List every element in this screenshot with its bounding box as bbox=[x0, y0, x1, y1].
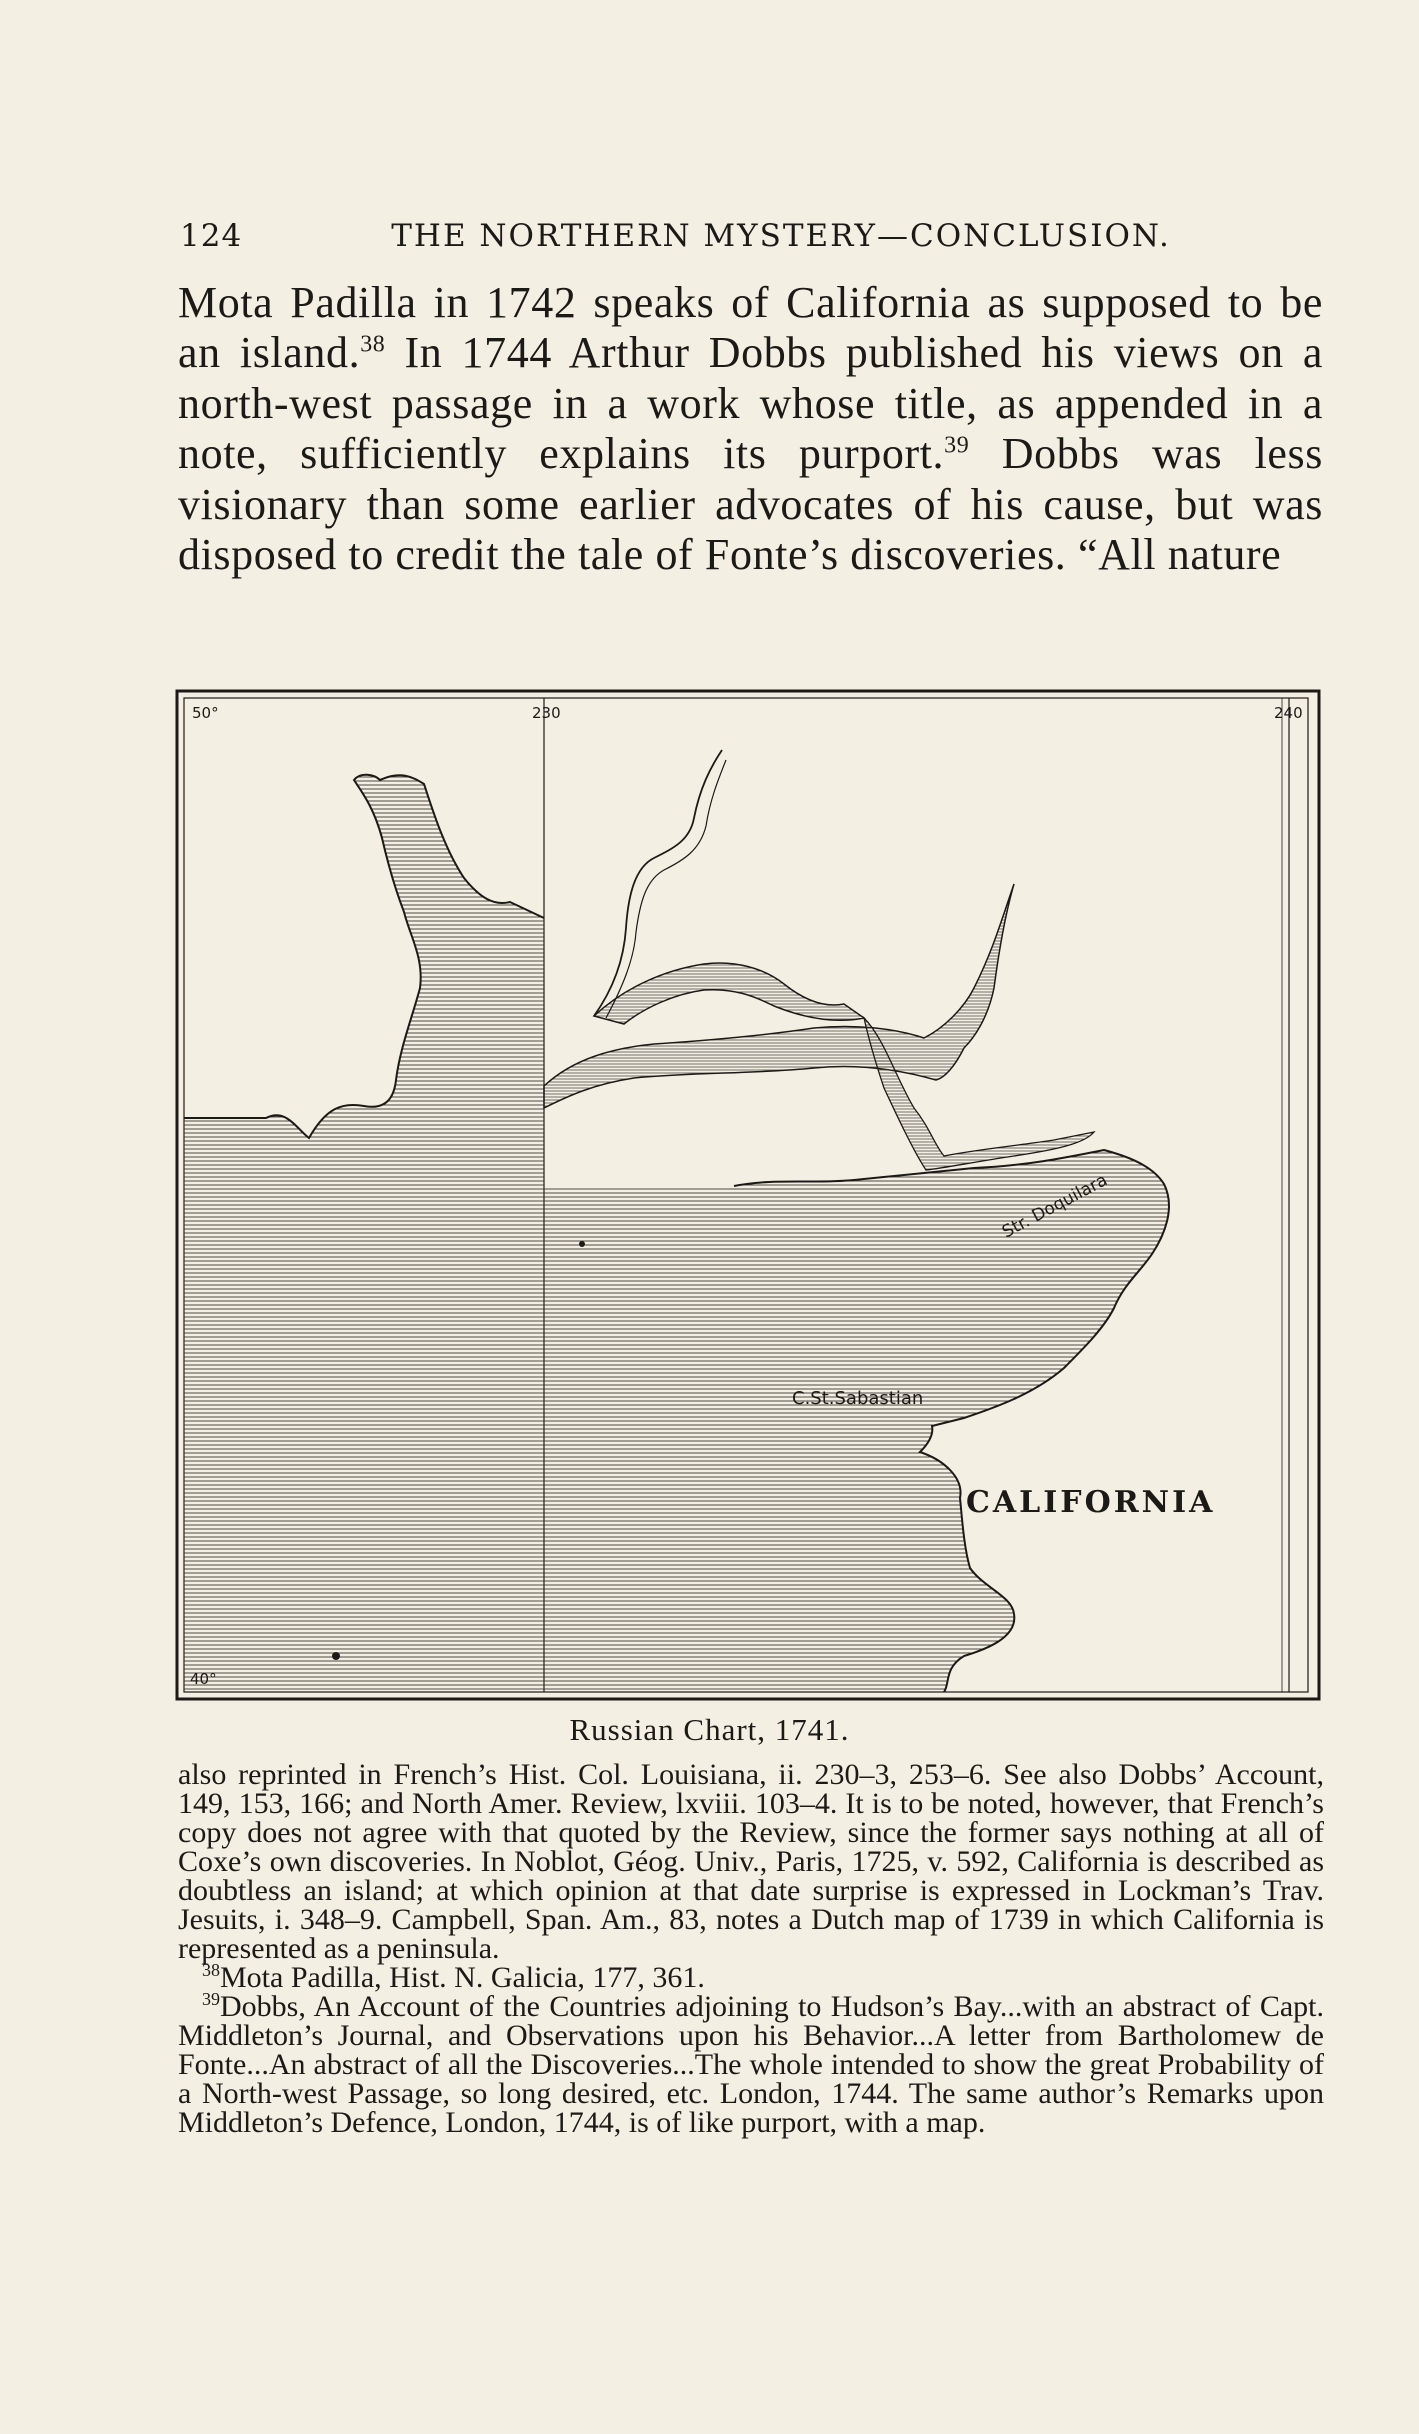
lat-label-top: 50° bbox=[192, 704, 219, 722]
russian-chart-map bbox=[174, 688, 1322, 1702]
cape-label: C.St.Sabastian bbox=[792, 1388, 924, 1409]
footnote-38 bbox=[178, 1960, 1324, 1994]
footnote-39-number: 39 bbox=[202, 1989, 220, 2009]
note-ref-39: 39 bbox=[944, 432, 970, 459]
note-ref-38: 38 bbox=[360, 331, 386, 358]
eastern-sea bbox=[544, 1150, 1169, 1692]
footnote-38-text: Mota Padilla, Hist. N. Galicia, 177, 361. bbox=[220, 1961, 705, 1994]
northern-lake bbox=[594, 963, 864, 1024]
body-text-3: Dobbs was less visionary than some earlier advocates of his cause, but was disposed to credit the tale of Fonte’s discoveries. “All nature bbox=[178, 429, 1323, 580]
lon-label-240: 240 bbox=[1274, 704, 1303, 722]
page-number: 124 bbox=[180, 218, 243, 254]
body-text-1: Mota Padilla in 1742 speaks of California as supposed to be an island. bbox=[178, 278, 1323, 378]
lat-label-bottom: 40° bbox=[190, 1670, 217, 1688]
map-dot-2 bbox=[332, 1652, 340, 1660]
footnotes bbox=[178, 1760, 1324, 2137]
running-header bbox=[180, 218, 1320, 254]
western-sea bbox=[184, 775, 544, 1692]
footnote-continuation: also reprinted in French’s Hist. Col. Louisiana, ii. 230–3, 253–6. See also Dobbs’ Account, 149, 153, 166; and North Amer. Review, lxviii. 103–4. It is to be noted, however, that French’s copy does not agree with that quoted by the Review, since the former says nothing at all of Coxe’s own discoveries. In Noblot, Géog. Univ., Paris, 1725, v. 592, California is described as doubtless an island; at which opinion at that date surprise is expressed in Lockman’s Trav. Jesuits, i. 348–9. Campbell, Span. Am., 83, notes a Dutch map of 1739 in which California is represented as a peninsula. bbox=[178, 1758, 1324, 1965]
footnote-39 bbox=[178, 1989, 1324, 2139]
body-paragraph bbox=[178, 278, 1323, 580]
strait-label: Str. Doquilara bbox=[998, 1170, 1111, 1243]
map-caption: Russian Chart, 1741. bbox=[569, 1712, 850, 1747]
region-label: CALIFORNIA bbox=[966, 1485, 1216, 1520]
body-text-2: In 1744 Arthur Dobbs published his views on a north-west passage in a work whose title, as appended in a note, sufficiently explains its purport. bbox=[178, 328, 1323, 479]
lon-label-230: 230 bbox=[532, 704, 561, 722]
running-title: THE NORTHERN MYSTERY—CONCLUSION. bbox=[391, 218, 1171, 254]
footnote-39-text: Dobbs, An Account of the Countries adjoining to Hudson’s Bay...with an abstract of Capt. Middleton’s Journal, and Observations upon his Behavior...A letter from Bartholomew de Fonte...An abstract of all the Discoveries...The whole intended to show the great Probability of a North-west Passage, so long desired, etc. London, 1744. The same author’s Remarks upon Middleton’s Defence, London, 1744, is of like purport, with a map. bbox=[178, 1990, 1324, 2139]
footnote-38-number: 38 bbox=[202, 1960, 220, 1980]
map-dot-1 bbox=[579, 1241, 585, 1247]
